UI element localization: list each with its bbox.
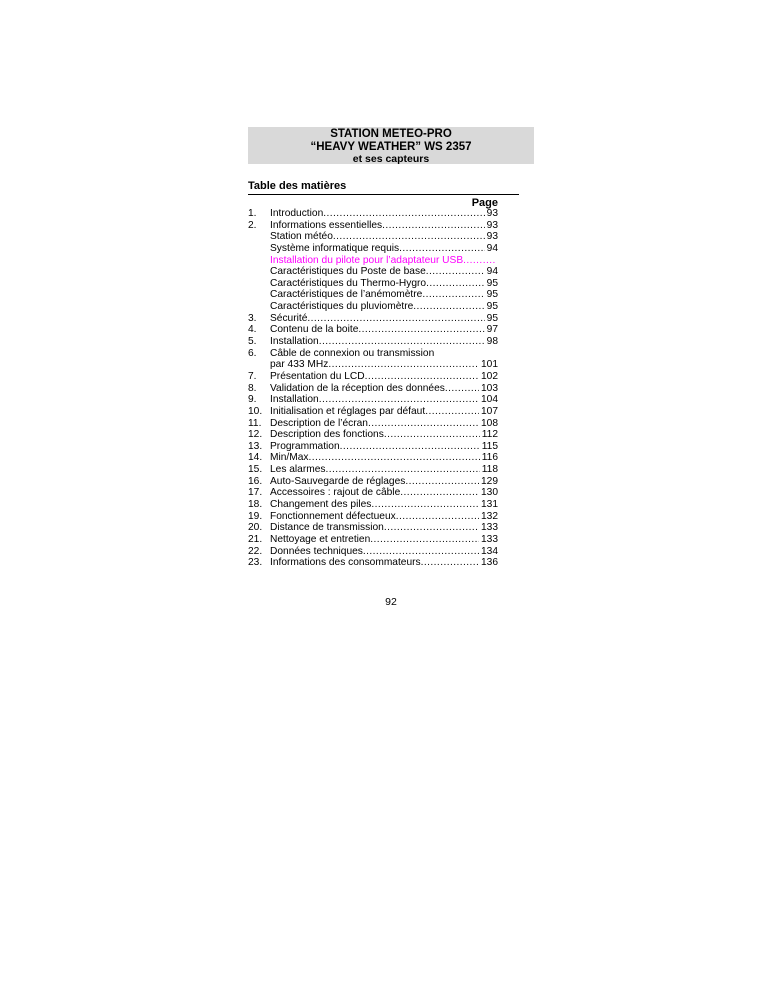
toc-leader-dots [426, 266, 485, 278]
toc-leader-dots [363, 546, 479, 558]
toc-entry-title: Fonctionnement défectueux [270, 510, 396, 522]
toc-entry-page: 108 [481, 417, 498, 429]
toc-entry-line [270, 278, 498, 290]
toc-leader-dots [328, 359, 479, 371]
toc-entry-line [270, 487, 498, 499]
toc-entry-title: Nettoyage et entretien [270, 533, 371, 545]
toc-entry-number: 3. [248, 312, 257, 324]
toc-entry-page: 102 [481, 370, 498, 382]
toc-entry-number: 22. [248, 545, 263, 557]
toc-leader-dots [396, 511, 479, 523]
toc-entry-number: 9. [248, 394, 257, 406]
toc-entry-page: 97 [486, 324, 498, 336]
toc-entry-title: Installation [270, 336, 319, 348]
toc-entry-number: 2. [248, 219, 257, 231]
toc-entry-line [270, 220, 498, 232]
toc-leader-dots [421, 557, 479, 569]
toc-entry-line [270, 324, 498, 336]
toc-entry-page [496, 255, 498, 267]
toc-entry[interactable] [248, 266, 498, 278]
toc-entry-title: Données techniques [270, 545, 363, 557]
toc-leader-dots [309, 452, 480, 464]
toc-entry-number: 5. [248, 336, 257, 348]
toc-entry-number: 12. [248, 429, 263, 441]
toc-entry-title: Min/Max [270, 452, 309, 464]
toc-entry[interactable] [248, 499, 498, 511]
toc-entry[interactable] [248, 452, 498, 464]
toc-entry-title: Caractéristiques du Poste de base [270, 266, 426, 278]
toc-leader-dots [426, 278, 485, 290]
toc-entry-line [270, 371, 498, 383]
toc-leader-dots [340, 441, 480, 453]
toc-entry-page: 94 [486, 242, 498, 254]
toc-entry-number: 14. [248, 452, 263, 464]
toc-entry-line [270, 464, 498, 476]
toc-entry-number: 23. [248, 557, 263, 569]
title-line-2: “HEAVY WEATHER” WS 2357 [310, 141, 472, 153]
toc-entry-number: 6. [248, 347, 257, 359]
toc-entry-number: 1. [248, 208, 257, 219]
table-of-contents [248, 208, 498, 569]
toc-entry-title: Validation de la réception des données [270, 382, 445, 394]
toc-leader-dots [333, 231, 485, 243]
toc-entry-page: 131 [481, 499, 498, 511]
toc-entry-title: Informations essentielles [270, 219, 383, 231]
toc-leader-dots [463, 255, 496, 267]
toc-entry[interactable] [248, 278, 498, 290]
toc-entry-line [270, 534, 498, 546]
toc-entry-number: 13. [248, 440, 263, 452]
toc-entry-line [270, 231, 498, 243]
toc-entry-line [270, 406, 498, 418]
toc-entry[interactable] [248, 289, 498, 301]
toc-leader-dots [384, 522, 479, 534]
toc-entry-line [270, 546, 498, 558]
toc-entry[interactable] [248, 336, 498, 348]
toc-entry[interactable] [248, 359, 498, 371]
toc-entry-number: 7. [248, 370, 257, 382]
toc-entry-line [270, 441, 498, 453]
toc-entry-line [270, 208, 498, 220]
toc-entry-page [434, 348, 436, 360]
toc-entry-title: Introduction [270, 208, 324, 219]
toc-entry-line [270, 522, 498, 534]
toc-leader-dots [422, 289, 484, 301]
toc-entry-number: 10. [248, 405, 263, 417]
toc-entry-title: par 433 MHz [270, 359, 329, 371]
toc-entry[interactable] [248, 476, 498, 488]
toc-entry-line [270, 243, 498, 255]
toc-leader-dots [326, 464, 480, 476]
toc-entry-page: 136 [481, 557, 498, 569]
toc-entry-page: 94 [486, 266, 498, 278]
toc-entry-number: 16. [248, 475, 263, 487]
toc-entry-title: Caractéristiques de l’anémomètre [270, 289, 423, 301]
toc-entry-title: Programmation [270, 440, 340, 452]
toc-entry-line [270, 289, 498, 301]
toc-leader-dots [405, 476, 479, 488]
toc-entry-title: Système informatique requis [270, 242, 400, 254]
toc-entry-page: 93 [486, 231, 498, 243]
toc-entry-number: 21. [248, 533, 263, 545]
toc-entry[interactable] [248, 511, 498, 523]
toc-entry-line [270, 452, 498, 464]
toc-entry[interactable] [248, 441, 498, 453]
toc-entry-page: 115 [481, 440, 498, 452]
toc-entry-page: 112 [481, 429, 498, 441]
toc-entry-title: Caractéristiques du pluviomètre [270, 301, 414, 313]
toc-entry[interactable] [248, 546, 498, 558]
toc-leader-dots [384, 429, 480, 441]
toc-entry-title: Description des fonctions [270, 429, 384, 441]
toc-entry[interactable] [248, 557, 498, 569]
toc-leader-dots [382, 220, 485, 232]
toc-entry-title: Changement des piles [270, 499, 372, 511]
toc-entry-title: Description de l’écran [270, 417, 368, 429]
toc-leader-dots [319, 394, 479, 406]
toc-entry[interactable] [248, 383, 498, 395]
toc-entry-line [270, 394, 498, 406]
toc-entry-number: 18. [248, 499, 263, 511]
toc-entry-title: Caractéristiques du Thermo-Hygro [270, 277, 427, 289]
toc-leader-dots [368, 418, 479, 430]
toc-page-column-label: Page [471, 197, 498, 209]
toc-heading: Table des matières [248, 180, 519, 195]
toc-entry-page: 95 [486, 277, 498, 289]
toc-entry-line [270, 499, 498, 511]
toc-entry-line [270, 383, 498, 395]
toc-entry-page: 129 [481, 475, 498, 487]
page-number: 92 [385, 596, 397, 608]
toc-entry-line [270, 301, 498, 313]
toc-entry-page: 95 [486, 289, 498, 301]
toc-entry[interactable] [248, 313, 498, 325]
toc-entry-page: 134 [481, 545, 498, 557]
toc-entry[interactable] [248, 301, 498, 313]
toc-entry[interactable] [248, 487, 498, 499]
toc-entry-number: 20. [248, 522, 263, 534]
toc-entry-page: 95 [486, 312, 498, 324]
toc-leader-dots [445, 383, 479, 395]
toc-entry-page: 116 [481, 452, 498, 464]
toc-entry-title: Sécurité [270, 312, 308, 324]
toc-entry[interactable] [248, 522, 498, 534]
toc-entry[interactable] [248, 406, 498, 418]
toc-entry-page: 130 [481, 487, 498, 499]
toc-entry-page: 107 [481, 405, 498, 417]
toc-entry[interactable] [248, 255, 498, 267]
toc-entry-page: 103 [481, 382, 498, 394]
toc-entry[interactable] [248, 429, 498, 441]
toc-entry-line [270, 348, 498, 360]
toc-entry-number: 19. [248, 510, 263, 522]
toc-entry-title: Informations des consommateurs [270, 557, 421, 569]
title-line-1: STATION METEO-PRO [330, 128, 452, 140]
toc-entry-line [270, 313, 498, 325]
toc-entry-page: 98 [486, 336, 498, 348]
toc-leader-dots [319, 336, 485, 348]
toc-entry[interactable] [248, 371, 498, 383]
toc-entry-page: 133 [481, 533, 498, 545]
toc-entry[interactable] [248, 243, 498, 255]
toc-entry-number: 4. [248, 324, 257, 336]
toc-leader-dots [371, 499, 479, 511]
toc-entry-page: 95 [486, 301, 498, 313]
toc-entry-line [270, 266, 498, 278]
toc-entry-page: 133 [481, 522, 498, 534]
toc-entry-title: Installation [270, 394, 319, 406]
toc-entry[interactable] [248, 220, 498, 232]
toc-entry-page: 104 [481, 394, 498, 406]
toc-entry-title: Contenu de la boite [270, 324, 359, 336]
toc-entry-title: Distance de transmission [270, 522, 384, 534]
toc-entry-title: Initialisation et réglages par défaut [270, 405, 426, 417]
document-title-box [248, 127, 534, 164]
toc-entry[interactable] [248, 394, 498, 406]
toc-entry[interactable] [248, 348, 498, 360]
toc-leader-dots [358, 324, 484, 336]
toc-entry[interactable] [248, 231, 498, 243]
toc-entry-number: 17. [248, 487, 263, 499]
toc-entry-title: Câble de connexion ou transmission [270, 347, 435, 359]
toc-leader-dots [370, 534, 479, 546]
toc-entry[interactable] [248, 418, 498, 430]
toc-entry-page: 101 [481, 359, 498, 371]
toc-entry-title: Présentation du LCD [270, 370, 365, 382]
toc-entry[interactable] [248, 208, 498, 220]
toc-entry-line [270, 255, 498, 267]
toc-entry-page: 93 [486, 219, 498, 231]
toc-leader-dots [400, 487, 479, 499]
toc-entry-title: Auto-Sauvegarde de réglages [270, 475, 406, 487]
toc-entry-page: 118 [481, 464, 498, 476]
toc-entry-line [270, 557, 498, 569]
toc-entry-title: Station météo [270, 231, 333, 243]
toc-leader-dots [365, 371, 479, 383]
toc-leader-dots [425, 406, 479, 418]
title-line-3: et ses capteurs [352, 153, 430, 165]
toc-leader-dots [323, 208, 484, 220]
toc-entry-line [270, 418, 498, 430]
toc-entry-number: 11. [248, 417, 262, 429]
toc-entry-line [270, 429, 498, 441]
toc-entry-title: Les alarmes [270, 464, 326, 476]
toc-entry-page: 132 [481, 510, 498, 522]
toc-leader-dots [399, 243, 485, 255]
toc-entry-line [270, 336, 498, 348]
toc-entry-title: Installation du pilote pour l’adaptateur USB [270, 254, 464, 266]
toc-entry-line [270, 511, 498, 523]
toc-entry-page: 93 [486, 208, 498, 219]
toc-entry-number: 15. [248, 464, 263, 476]
toc-leader-dots [307, 313, 484, 325]
toc-entry-number: 8. [248, 382, 257, 394]
toc-leader-dots [413, 301, 484, 313]
toc-entry[interactable] [248, 534, 498, 546]
toc-entry-title: Accessoires : rajout de câble [270, 487, 401, 499]
toc-entry-line [270, 359, 498, 371]
toc-entry-line [270, 476, 498, 488]
toc-entry[interactable] [248, 464, 498, 476]
toc-entry[interactable] [248, 324, 498, 336]
